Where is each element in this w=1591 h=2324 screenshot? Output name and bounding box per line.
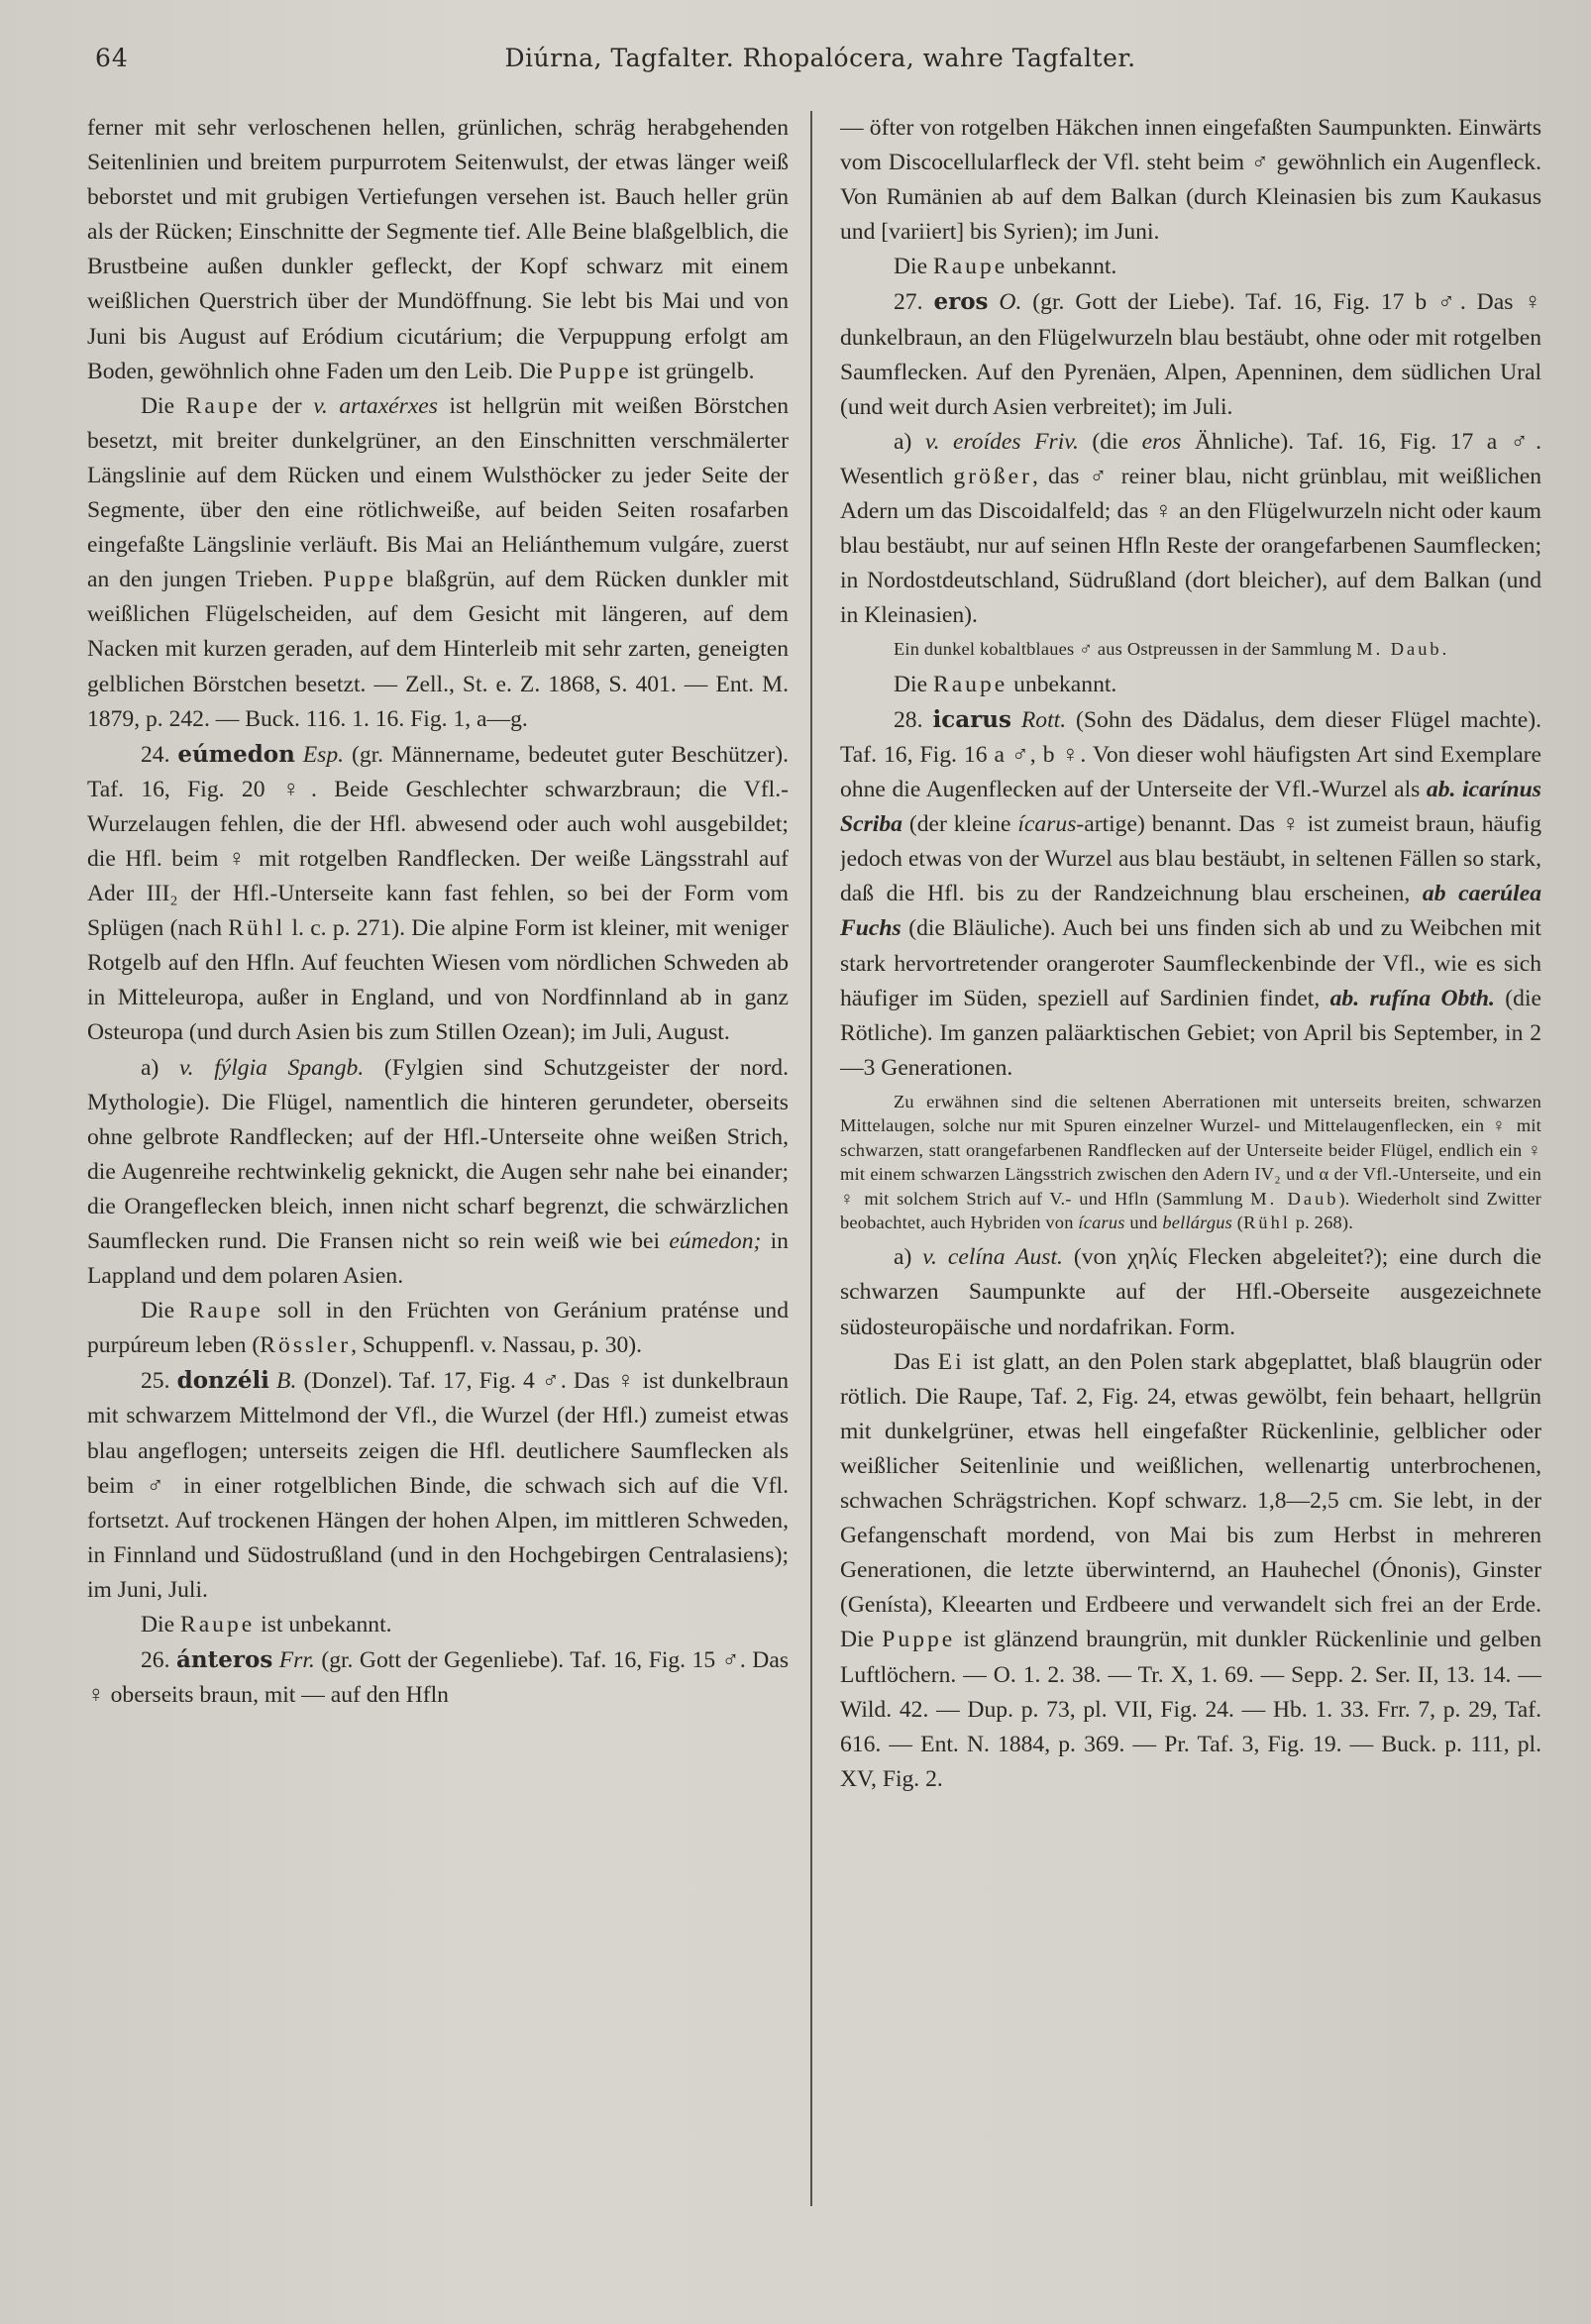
- column-divider: [810, 111, 812, 2206]
- species-entry-eumedon: 24. eúmedon Esp. (gr. Männername, bedeutet guter Beschützer). Taf. 16, Fig. 20 ♀. Beide Geschlechter schwarzbraun; die Vfl.-Wurzelaugen fehlen, die der Hfl. abwesend oder auch wohl ausgebildet; die Hfl. beim ♀ mit rotgelben Randflecken. Der weiße Längsstrahl auf Ader III₂ der Hfl.-Unterseite kann fast fehlen, so bei der Form vom Splügen (nach Rühl l. c. p. 271). Die alpine Form ist kleiner, mit weniger Rotgelb auf den Hfln. Auf feuchten Wiesen vom nördlichen Schweden ab in Mitteleuropa, außer in England, und von Nordfinnland ab in ganz Osteuropa (und durch Asien bis zum Stillen Ozean); im Juli, August.: [87, 740, 789, 1046]
- species-name: ánteros: [175, 1646, 273, 1674]
- left-column: [87, 111, 789, 2221]
- page-header: [95, 44, 1545, 83]
- paragraph-anteros-continued: — öfter von rotgelben Häkchen innen eingefaßten Saumpunkten. Einwärts vom Discocellularfleck der Vfl. steht beim ♂ gewöhnlich ein Augenfleck. Von Rumänien ab auf dem Balkan (durch Kleinasien bis zum Kaukasus und [variiert] bis Syrien); im Juni.: [840, 115, 1541, 246]
- species-name: donzéli: [176, 1367, 269, 1395]
- species-name: eúmedon: [177, 740, 295, 768]
- paragraph-eumedon-larva: Die Raupe soll in den Früchten von Geránium praténse und purpúreum leben (Rössler, Schuppenfl. v. Nassau, p. 30).: [87, 1298, 789, 1359]
- variety-eroides: a) v. eroídes Friv. (die eros Ähnliche). Taf. 16, Fig. 17 a ♂. Wesentlich größer, das ♂ reiner blau, nicht grünblau, mit weißlichen Adern um das Discoidalfeld; das ♀ an den Flügelwurzeln nicht oder kaum blau bestäubt, nur auf seinen Hfln Reste der orangefarbenen Saumflecken; in Nordostdeutschland, Südrußland (dort bleicher), auf dem Balkan (und in Kleinasien).: [840, 428, 1541, 629]
- note-aberrations: Zu erwähnen sind die seltenen Aberrationen mit unterseits breiten, schwarzen Mittelaugen, solche nur mit Spuren einzelner Wurzel- und Mittelaugenflecken, ein ♀ mit schwarzen, statt orangefarbenen Randflecken auf der Unterseite beider Flügel, endlich ein ♀ mit einem schwarzen Längsstrich zwischen den Adern IV₂ und α der Vfl.-Unterseite, und ein ♀ mit solchem Strich auf V.- und Hfln (Sammlung M. Daub). Wiederholt sind Zwitter beobachtet, auch Hybriden von ícarus und bellárgus (Rühl p. 268).: [840, 1091, 1541, 1232]
- running-head: Diúrna, Tagfalter. Rhopalócera, wahre Tagfalter.: [504, 44, 1136, 72]
- right-column: [840, 111, 1541, 2221]
- variety-celina: a) v. celína Aust. (von χηλίς Flecken abgeleitet?); eine durch die schwarzen Saumpunkte auf der Hfl.-Oberseite ausgezeichnete südosteuropäische und nordafrikan. Form.: [840, 1244, 1541, 1340]
- species-entry-icarus: 28. icarus Rott. (Sohn des Dädalus, dem dieser Flügel machte). Taf. 16, Fig. 16 a ♂, b ♀. Von dieser wohl häufigsten Art sind Exemplare ohne die Augenflecken auf der Unterseite der Vfl.-Wurzel als ab. icarínus Scriba (der kleine ícarus-artige) benannt. Das ♀ ist zumeist braun, häufig jedoch etwas von der Wurzel aus blau bestäubt, in seltenen Fällen so stark, daß die Hfl. bis zu der Randzeichnung blau erscheinen, ab caerúlea Fuchs (die Bläuliche). Auch bei uns finden sich ab und zu Weibchen mit stark hervortretender orangeroter Saumfleckenbinde der Vfl., wie es sich häufiger im Süden, speziell auf Sardinien findet, ab. rufína Obth. (die Rötliche). Im ganzen paläarktischen Gebiet; von April bis September, in 2—3 Generationen.: [840, 705, 1541, 1081]
- species-entry-eros: 27. eros O. (gr. Gott der Liebe). Taf. 16, Fig. 17 b ♂. Das ♀ dunkelbraun, an den Flügelwurzeln blau bestäubt, ohne oder mit rotgelben Saumflecken. Auf den Pyrenäen, Alpen, Apenninen, dem südlichen Ural (und weit durch Asien verbreitet); im Juli.: [840, 288, 1541, 420]
- paragraph-icarus-egg-larva-pupa: Das Ei ist glatt, an den Polen stark abgeplattet, blaß blaugrün oder rötlich. Die Raupe, Taf. 2, Fig. 24, etwas gewölbt, fein behaart, hellgrün mit dunkelgrüner, etwas hell eingefaßter Rückenlinie, gelblicher oder weißlicher Seitenlinie und weißlichen, wellenartig unterbrochenen, schwachen Schrägstrichen. Kopf schwarz. 1,8—2,5 cm. Sie lebt, in der Gefangenschaft mordend, von Mai bis zum Herbst in mehreren Generationen, die letzte überwinternd, an Hauhechel (Ónonis), Ginster (Genísta), Kleearten und Erdbeere und verwandelt sich frei an der Erde. Die Puppe ist glänzend braungrün, mit dunkler Rückenlinie und gelben Luftlöchern. — O. 1. 2. 38. — Tr. X, 1. 69. — Sepp. 2. Ser. II, 13. 14. — Wild. 42. — Dup. p. 73, pl. VII, Fig. 24. — Hb. 1. 33. Frr. 7, p. 29, Taf. 616. — Ent. N. 1884, p. 369. — Pr. Taf. 3, Fig. 19. — Buck. p. 111, pl. XV, Fig. 2.: [840, 1348, 1541, 1792]
- species-name: icarus: [932, 705, 1011, 733]
- paragraph-artaxerxes-larva: Die Raupe der v. artaxérxes ist hellgrün mit weißen Börstchen besetzt, mit breiter dunkelgrüner, an den Einschnitten verschmälerter Längslinie auf dem Rücken und einem Wulsthöcker zu jeder Seite der Segmente, über den eine rötlichweiße, auf beiden Seiten rosafarben eingefaßte Längslinie verläuft. Bis Mai an Heliánthemum vulgáre, zuerst an den jungen Trieben. Puppe blaßgrün, auf dem Rücken dunkler mit weißlichen Flügelscheiden, auf dem Gesicht mit längeren, auf dem Nacken mit kurzen geraden, auf dem Hinterleib mit sehr zarten, geneigten gelblichen Börstchen besetzt. — Zell., St. e. Z. 1868, S. 401. — Ent. M. 1879, p. 242. — Buck. 116. 1. 16. Fig. 1, a—g.: [87, 392, 789, 732]
- species-entry-donzeli: 25. donzéli B. (Donzel). Taf. 17, Fig. 4 ♂. Das ♀ ist dunkelbraun mit schwarzem Mittelmond der Vfl., die Wurzel (der Hfl.) zumeist etwas blau angeflogen; unterseits zeigen die Hfl. deutlichere Saumflecken als beim ♂ in einer rotgelblichen Binde, die schwach sich auf die Vfl. fortsetzt. Auf trockenen Hängen der hohen Alpen, im mittleren Schweden, in Finnland und Südostrußland (und in den Hochgebirgen Centralasiens); im Juni, Juli.: [87, 1367, 789, 1603]
- species-name: eros: [933, 288, 989, 316]
- paragraph-donzeli-larva: Die Raupe ist unbekannt.: [141, 1612, 392, 1638]
- variety-fylgia: a) v. fýlgia Spangb. (Fylgien sind Schutzgeister der nord. Mythologie). Die Flügel, namentlich die hinteren gerundeter, oberseits ohne gelbrote Randflecken; auf der Hfl.-Unterseite ohne weißen Strich, die Augenreihe rechtwinkelig geknickt, die Augen sehr nahe bei einander; die Orangeflecken bleich, innen nicht scharf begrenzt, die schwärzlichen Saumflecken rund. Die Fransen nicht so rein weiß wie bei eúmedon; in Lappland und dem polaren Asien.: [87, 1054, 789, 1290]
- paragraph-eros-larva: Die Raupe unbekannt.: [894, 671, 1117, 697]
- note-ostpreussen: Ein dunkel kobaltblaues ♂ aus Ostpreussen in der Sammlung M. Daub.: [894, 639, 1447, 660]
- paragraph-anteros-larva: Die Raupe unbekannt.: [894, 254, 1117, 280]
- species-entry-anteros: 26. ánteros Frr. (gr. Gott der Gegenliebe). Taf. 16, Fig. 15 ♂. Das ♀ oberseits braun, mit — auf den Hfln: [87, 1646, 789, 1709]
- page-number: 64: [95, 44, 129, 72]
- paragraph-larva-description: ferner mit sehr verloschenen hellen, grünlichen, schräg herabgehenden Seitenlinien und breitem purpurrotem Seitenwulst, der etwas länger weiß beborstet und mit grubigen Vertiefungen versehen ist. Bauch heller grün als der Rücken; Einschnitte der Segmente tief. Alle Beine blaßgelblich, die Brustbeine außen dunkler gefleckt, der Kopf schwarz mit einem weißlichen Querstrich über der Mundöffnung. Sie lebt bis Mai und von Juni bis August auf Eródium cicutárium; die Verpuppung erfolgt am Boden, gewöhnlich ohne Faden um den Leib. Die Puppe ist grüngelb.: [87, 115, 789, 384]
